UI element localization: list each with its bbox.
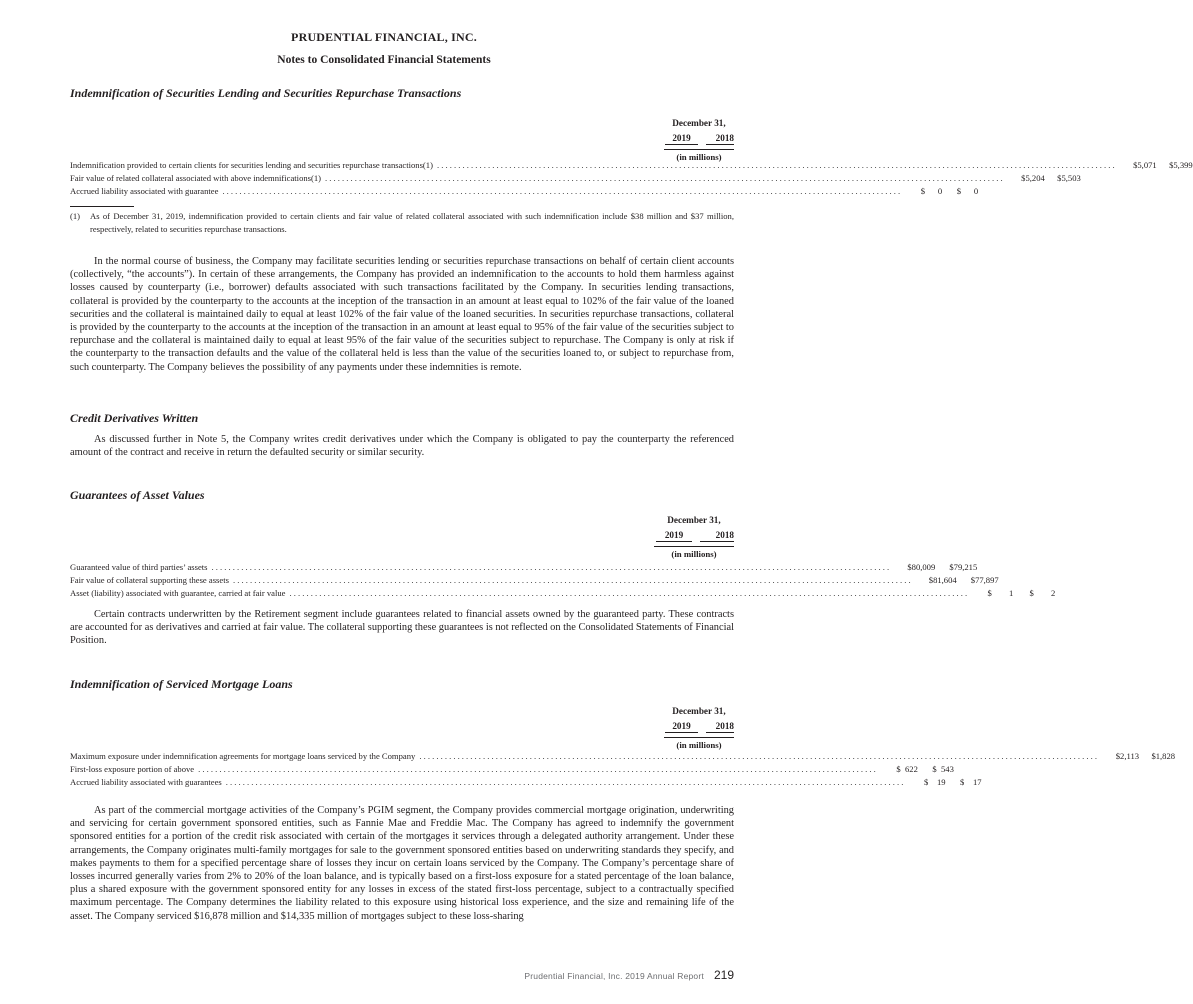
table-row	[70, 160, 1193, 173]
value-2019: $5,204	[1021, 173, 1045, 183]
column-header-unit: (in millions)	[664, 737, 734, 750]
row-label: Guaranteed value of third parties’ assets	[70, 562, 208, 572]
table-row	[70, 777, 982, 790]
value-2018: $79,215	[949, 562, 978, 572]
page-number: 219	[713, 968, 734, 982]
table-row	[70, 588, 1056, 601]
value-2018: $1,828	[1151, 751, 1176, 761]
dot-leader: ................................................................................................................................................................	[198, 764, 878, 774]
paragraph-mortgage-loans: As part of the commercial mortgage activities of the Company’s PGIM segment, the Company provides commercial mortgage origination, underwriting and servicing for certain government sponsored entities, such as Fannie Mae and Freddie Mac. The Company has agreed to indemnify the government sponsored entities for a portion of the credit risk associated with certain of the mortgages it services through a delegated authority arrangement. Under these arrangements, the Company originates multi-family mortgages for sale to the government sponsored entities based on underwriting standards they specify, and makes payments to them for a specified percentage share of losses they incur on certain loans serviced by the Company. The Company’s percentage share of losses incurred generally varies from 2% to 20% of the loan balance, and is typically based on a first-loss exposure for a stated percentage of the loan balance, plus a shared exposure with the government sponsored entity for any losses in excess of the stated first-loss percentage, subject to a contractually specified maximum percentage. The Company determines the liability related to this exposure using historical loss experience, and the size and remaining life of the asset. The Company serviced $16,878 million and $14,335 million of mortgages subject to these loss-sharing	[70, 805, 734, 922]
value-2019: $ 0	[920, 186, 943, 196]
dot-leader: ................................................................................................................................................................	[325, 173, 1005, 183]
table-row	[70, 186, 979, 199]
footer-report-title: Prudential Financial, Inc. 2019 Annual Report	[524, 971, 704, 981]
row-label: Accrued liability associated with guarantees	[70, 777, 222, 787]
paragraph-credit-derivatives: As discussed further in Note 5, the Company writes credit derivatives under which the Company is obligated to pay the counterparty the referenced amount of the contract and receive in return the defaulted security or similar security.	[70, 434, 734, 459]
paragraph-securities-lending: In the normal course of business, the Company may facilitate securities lending or securities repurchase transactions on behalf of certain client accounts (collectively, “the accounts”). In certain of these arrangements, the Company has provided an indemnification to the accounts to hold them harmless against losses caused by counterparty (i.e., borrower) defaults associated with such transactions facilitated by the Company. In securities lending transactions, collateral is provided by the counterparty to the accounts at the inception of the transaction in an amount at least equal to 102% of the fair value of the loaned securities and the collateral is maintained daily to equal at least 102% of the fair value of the loaned securities. In securities repurchase transactions, collateral is provided by the counterparty to the accounts at the inception of the transaction in an amount at least equal to 95% of the fair value of the securities subject to repurchase and the collateral is maintained daily to equal at least 95% of the fair value of the securities subject to repurchase. The Company is only at risk if the counterparty to the transaction defaults and the value of the collateral held is less than the value of the securities loaned to, or subject to repurchase from, such counterparty. The Company believes the possibility of any payments under these indemnities is remote.	[70, 256, 734, 373]
table-row	[70, 575, 999, 588]
footnote-text: As of December 31, 2019, indemnification provided to certain clients and fair value of related collateral associated with such indemnification include $38 million and $37 million, respectively, related to securities repurchase transactions.	[90, 211, 734, 234]
value-2018: $5,503	[1057, 173, 1081, 183]
section-title-credit-derivatives: Credit Derivatives Written	[70, 411, 199, 425]
value-2019: $81,604	[928, 575, 957, 585]
footnote-divider	[70, 206, 134, 207]
dot-leader: ................................................................................................................................................................	[289, 588, 970, 598]
value-2019: $80,009	[907, 562, 936, 572]
table-column-header	[654, 515, 734, 559]
value-2019: $2,113	[1115, 751, 1140, 761]
row-label: Asset (liability) associated with guarantee, carried at fair value	[70, 588, 286, 598]
page-footer	[524, 966, 734, 984]
page-subtitle: Notes to Consolidated Financial Statements	[277, 54, 491, 66]
column-year-2019: 2019	[665, 133, 698, 145]
column-header-date: December 31,	[667, 515, 721, 525]
column-header-unit: (in millions)	[654, 546, 734, 559]
table-row	[70, 751, 1176, 764]
column-header-date: December 31,	[672, 118, 726, 128]
value-2018: $ 0	[956, 186, 979, 196]
column-header-date: December 31,	[672, 706, 726, 716]
value-2018: $ 543	[932, 764, 954, 774]
value-2019: $5,071	[1133, 160, 1157, 170]
section-title-mortgage-loans: Indemnification of Serviced Mortgage Loans	[70, 677, 293, 691]
row-label: Maximum exposure under indemnification agreements for mortgage loans serviced by the Company	[70, 751, 416, 761]
company-name: PRUDENTIAL FINANCIAL, INC.	[291, 30, 477, 44]
value-2019: $ 1	[987, 588, 1014, 598]
column-header-years	[654, 530, 734, 542]
row-label: Fair value of collateral supporting these assets	[70, 575, 229, 585]
column-header-unit: (in millions)	[664, 149, 734, 162]
column-header-years	[664, 721, 734, 733]
column-year-2018: 2018	[706, 721, 734, 733]
value-2018: $77,897	[970, 575, 999, 585]
table-column-header	[664, 118, 734, 162]
dot-leader: ................................................................................................................................................................	[222, 186, 903, 196]
column-year-2018: 2018	[706, 133, 734, 145]
footnote	[70, 210, 734, 235]
column-header-years	[664, 133, 734, 145]
column-year-2018: 2018	[700, 530, 734, 542]
value-2018: $ 2	[1029, 588, 1056, 598]
row-label: Indemnification provided to certain clients for securities lending and securities repurchase transactions(1)	[70, 160, 433, 170]
section-title-asset-values: Guarantees of Asset Values	[70, 488, 205, 502]
table-row	[70, 173, 1081, 186]
section-title-securities-lending: Indemnification of Securities Lending and Securities Repurchase Transactions	[70, 86, 462, 100]
row-label: First-loss exposure portion of above	[70, 764, 195, 774]
row-label: Accrued liability associated with guarantee	[70, 186, 219, 196]
footnote-number: (1)	[70, 211, 81, 221]
value-2019: $ 19	[924, 777, 946, 787]
column-year-2019: 2019	[656, 530, 692, 542]
table-column-header	[664, 706, 734, 750]
value-2019: $ 622	[896, 764, 918, 774]
dot-leader: ................................................................................................................................................................	[211, 562, 892, 572]
table-row	[70, 764, 954, 777]
dot-leader: ................................................................................................................................................................	[232, 575, 913, 585]
column-year-2019: 2019	[665, 721, 698, 733]
paragraph-asset-values: Certain contracts underwritten by the Retirement segment include guarantees related to financial assets owned by the guaranteed party. These contracts are accounted for as derivatives and carried at fair value. The collateral supporting these guarantees is not reflected on the Consolidated Statements of Financial Position.	[70, 609, 734, 647]
table-row	[70, 562, 978, 575]
value-2018: $5,399	[1169, 160, 1193, 170]
dot-leader: ................................................................................................................................................................	[225, 777, 906, 787]
row-label: Fair value of related collateral associated with above indemnifications(1)	[70, 173, 322, 183]
dot-leader: ................................................................................................................................................................	[419, 751, 1100, 761]
value-2018: $ 17	[960, 777, 982, 787]
dot-leader: ................................................................................................................................................................	[436, 160, 1117, 170]
